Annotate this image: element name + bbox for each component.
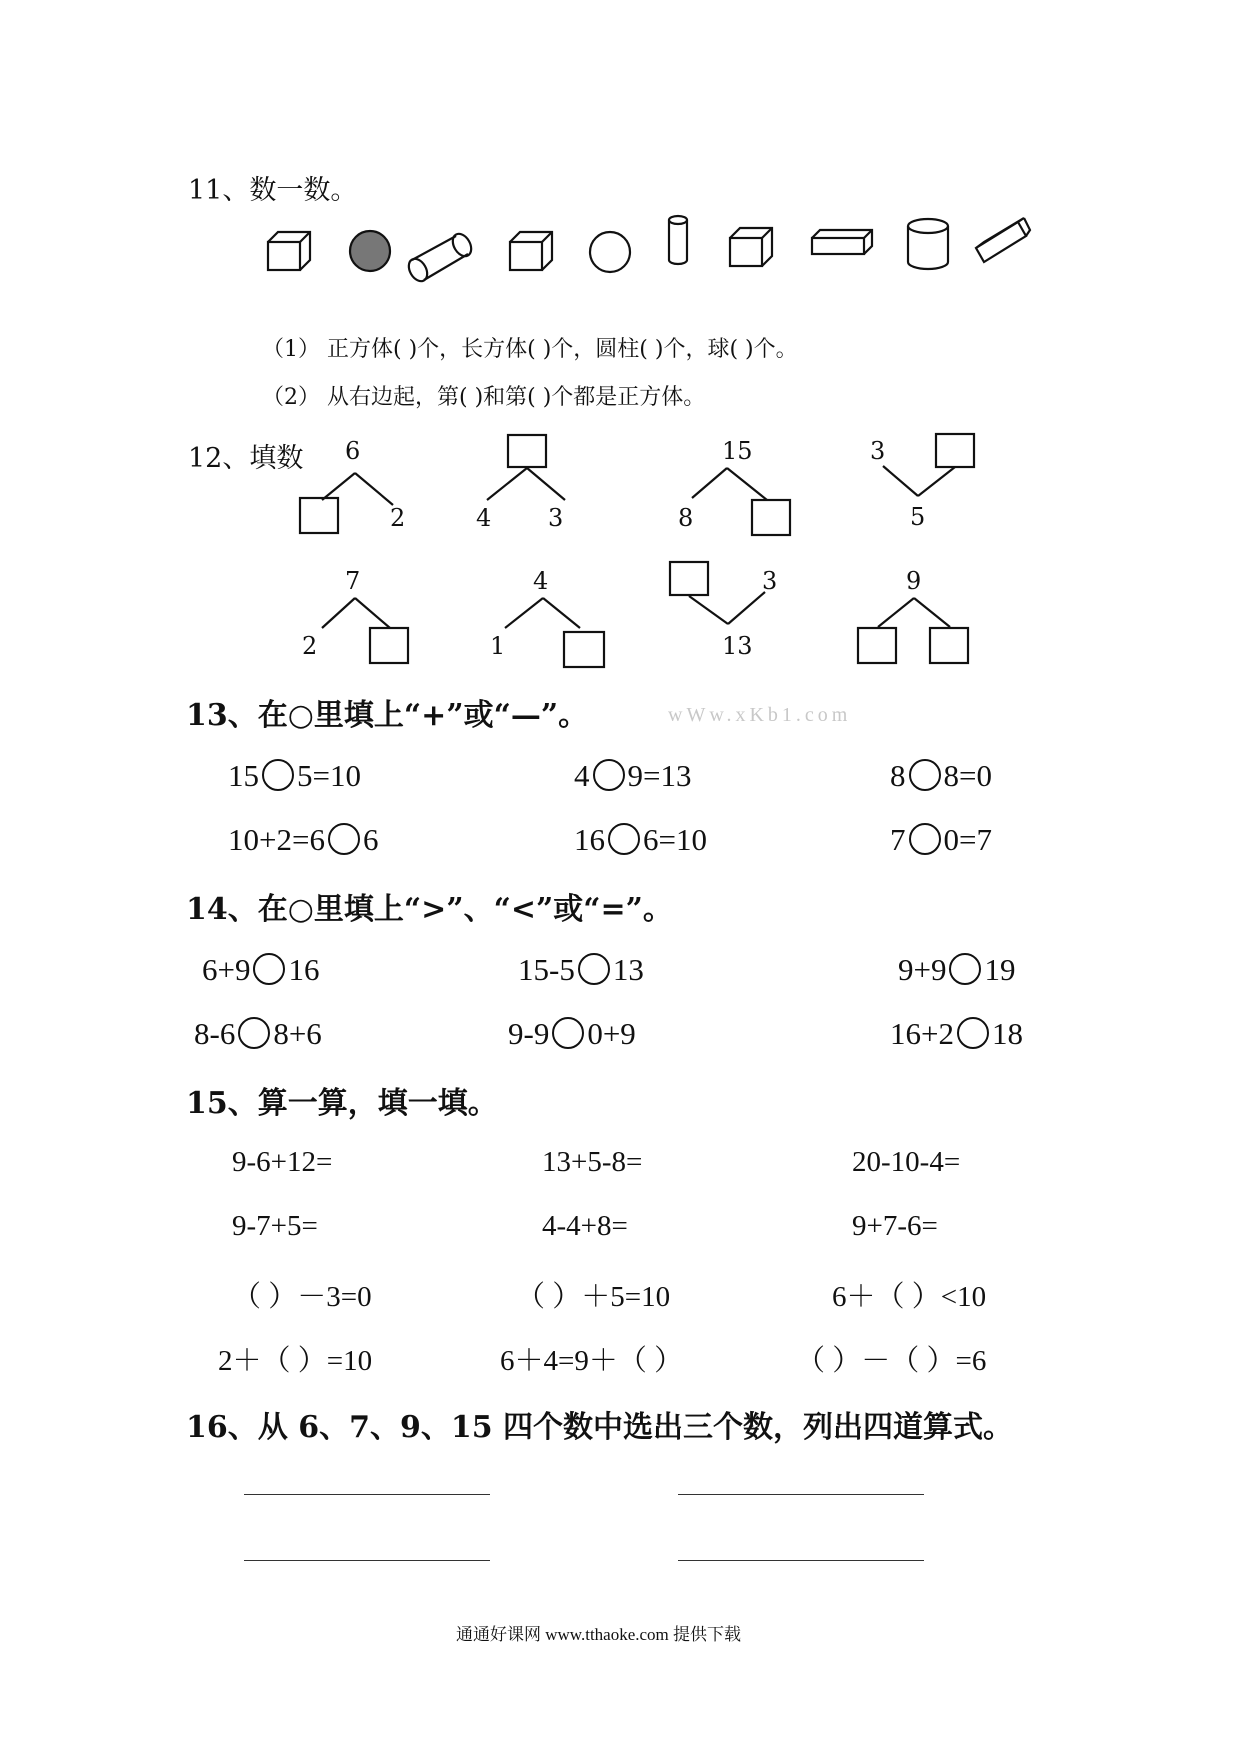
- tree2-right: 3: [548, 504, 564, 532]
- tree6-left: 1: [490, 632, 506, 660]
- q16-title: 16、从 6、7、9、15 四个数中选出三个数，列出四道算式。: [186, 1410, 1014, 1445]
- cylinder-icon: [908, 219, 948, 269]
- cube-icon: [268, 232, 310, 270]
- answer-circle[interactable]: [909, 823, 941, 855]
- sphere-shaded-icon: [350, 231, 390, 271]
- q11-line2: （2） 从右边起，第( )和第( )个都是正方体。: [262, 385, 706, 410]
- tree4-bottom: 5: [910, 503, 926, 531]
- q14-item-5: 9-9 0+9: [508, 1016, 636, 1051]
- q11-title: 11、数一数。: [188, 175, 358, 206]
- answer-circle[interactable]: [578, 953, 610, 985]
- tree1-top: 6: [345, 437, 361, 465]
- q14-item-6: 16+2 18: [890, 1016, 1023, 1051]
- cube-icon: [510, 232, 552, 270]
- q13-item-2: 4 9=13: [574, 758, 692, 793]
- q15-item-11: 6＋4=9＋（ ）: [500, 1345, 684, 1377]
- tree3-left: 8: [678, 504, 694, 532]
- tree5-top: 7: [345, 567, 361, 595]
- q14-item-4: 8-6 8+6: [194, 1016, 322, 1051]
- q15-item-9: 6＋（ ）<10: [832, 1281, 987, 1313]
- q13-title: 13、在○里填上“+”或“—”。: [186, 698, 589, 733]
- tree1-right: 2: [390, 504, 406, 532]
- answer-circle[interactable]: [552, 1017, 584, 1049]
- q12-title: 12、填数: [188, 443, 304, 474]
- q15-item-7: （ ）－3=0: [232, 1281, 372, 1313]
- q15-item-10: 2＋（ ）=10: [218, 1345, 373, 1377]
- tree2-left: 4: [476, 504, 492, 532]
- answer-circle[interactable]: [949, 953, 981, 985]
- q13-item-3: 8 8=0: [890, 758, 992, 793]
- q13-item-4: 10+2=6 6: [228, 822, 379, 857]
- q15-item-4: 9-7+5=: [232, 1210, 318, 1242]
- q14-title: 14、在○里填上“>”、“<”或“=”。: [186, 892, 673, 927]
- answer-circle[interactable]: [253, 953, 285, 985]
- tree7-bottom: 13: [722, 632, 753, 660]
- tree3-top: 15: [722, 437, 753, 465]
- tree7-b: 3: [762, 567, 778, 595]
- q14-item-1: 6+9 16: [202, 952, 320, 987]
- answer-circle[interactable]: [957, 1017, 989, 1049]
- tree4-a: 3: [870, 437, 886, 465]
- answer-circle[interactable]: [238, 1017, 270, 1049]
- q13-item-1: 15 5=10: [228, 758, 361, 793]
- q15-item-12: （ ）－（ ）=6: [796, 1345, 987, 1377]
- footer-text: 通通好课网 www.tthaoke.com 提供下载: [456, 1625, 742, 1644]
- tree6-top: 4: [533, 567, 549, 595]
- answer-line[interactable]: [244, 1494, 490, 1495]
- q14-item-2: 15-5 13: [518, 952, 644, 987]
- cuboid-tilted-icon: [976, 218, 1030, 262]
- answer-line[interactable]: [678, 1494, 924, 1495]
- answer-line[interactable]: [244, 1560, 490, 1561]
- answer-circle[interactable]: [328, 823, 360, 855]
- answer-circle[interactable]: [262, 759, 294, 791]
- cube-icon: [730, 228, 772, 266]
- watermark: wWw.xKb1.com: [668, 704, 852, 726]
- answer-circle[interactable]: [593, 759, 625, 791]
- circle-icon: [590, 232, 630, 272]
- q15-item-3: 20-10-4=: [852, 1146, 961, 1178]
- q13-item-6: 7 0=7: [890, 822, 992, 857]
- q15-item-5: 4-4+8=: [542, 1210, 628, 1242]
- q14-item-3: 9+9 19: [898, 952, 1016, 987]
- number-tree-lines: [300, 434, 974, 667]
- tree5-left: 2: [302, 632, 318, 660]
- q11-line1: （1） 正方体( )个，长方体( )个，圆柱( )个，球( )个。: [262, 337, 798, 362]
- tree8-top: 9: [906, 567, 922, 595]
- q15-item-8: （ ）＋5=10: [516, 1281, 671, 1313]
- q15-title: 15、算一算，填一填。: [186, 1086, 498, 1121]
- q13-item-5: 16 6=10: [574, 822, 707, 857]
- answer-circle[interactable]: [608, 823, 640, 855]
- answer-circle[interactable]: [909, 759, 941, 791]
- cylinder-lying-icon: [405, 231, 475, 285]
- q15-item-1: 9-6+12=: [232, 1146, 333, 1178]
- cylinder-tall-icon: [669, 216, 687, 264]
- q15-item-2: 13+5-8=: [542, 1146, 643, 1178]
- cuboid-icon: [812, 230, 872, 254]
- q15-item-6: 9+7-6=: [852, 1210, 938, 1242]
- answer-line[interactable]: [678, 1560, 924, 1561]
